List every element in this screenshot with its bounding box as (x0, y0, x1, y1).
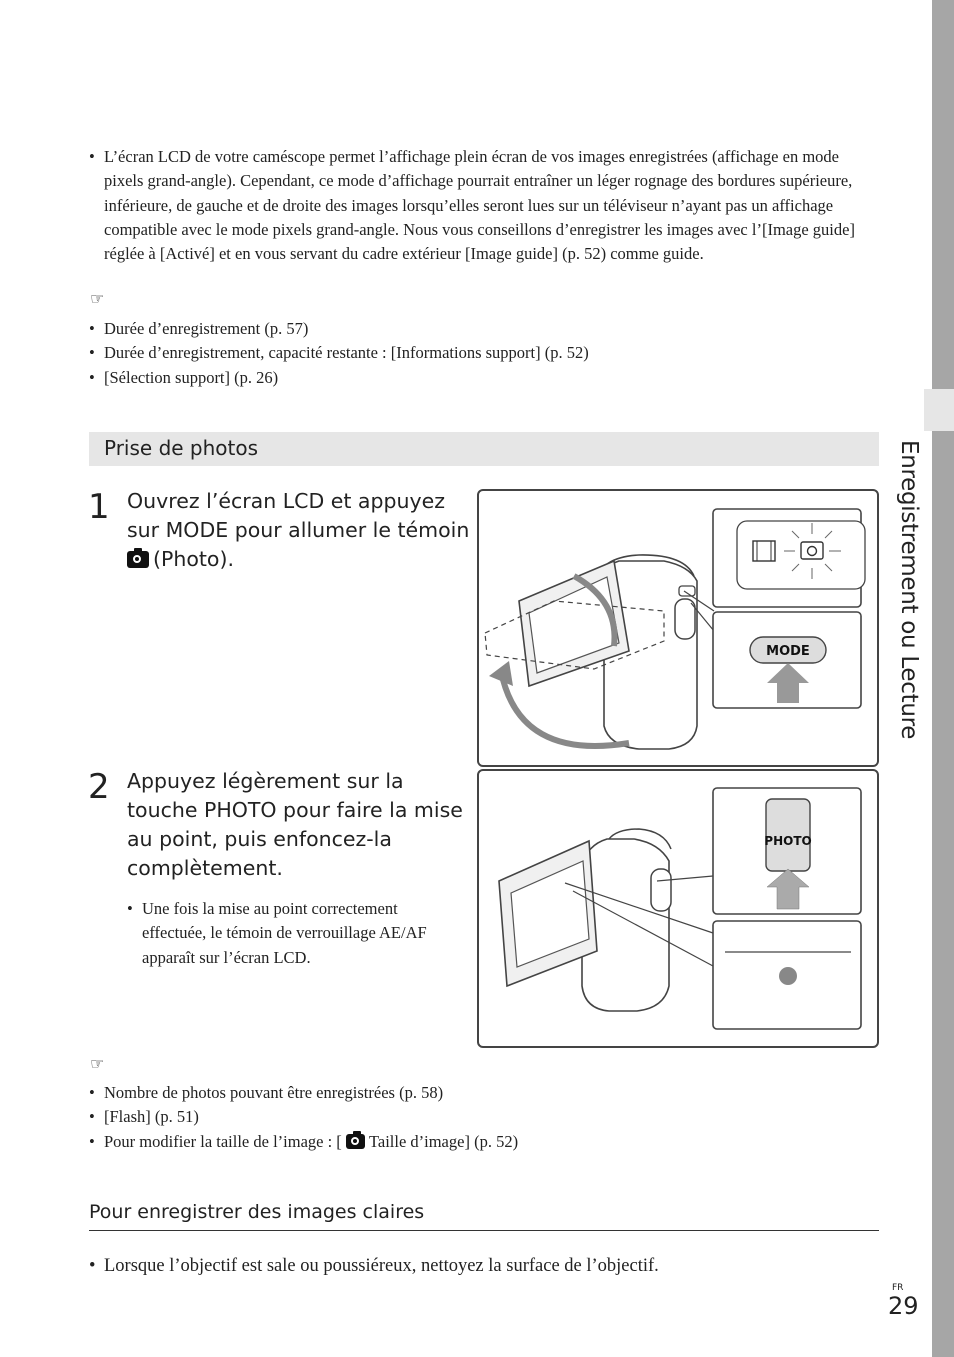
camcorder-mode-illustration (479, 491, 877, 765)
figure-photo-button (477, 769, 879, 1048)
ref-list-2 (89, 1081, 879, 1154)
ref-item: • Pour modifier la taille de l’image : [ Taille d’image] (p. 52) (89, 1130, 879, 1154)
ref-item: • [Flash] (p. 51) (89, 1105, 879, 1129)
final-bullet: • Lorsque l’objectif est sale ou poussiéreux, nettoyez la surface de l’objectif. (89, 1253, 879, 1279)
step-2-notes (127, 897, 462, 970)
side-label: Enregistrement ou Lecture (896, 440, 922, 740)
step-2-number: 2 (88, 767, 110, 807)
step-1-number: 1 (88, 487, 110, 527)
photo-button-label: PHOTO (764, 834, 812, 848)
camcorder-photo-illustration (479, 771, 877, 1046)
ref-list-1 (89, 317, 879, 390)
ref-item: • [Sélection support] (p. 26) (89, 366, 879, 390)
figure-mode-button (477, 489, 879, 767)
side-tab (924, 389, 954, 431)
sub-heading: Pour enregistrer des images claires (89, 1201, 879, 1231)
side-bar (932, 0, 954, 1357)
step-2-text: Appuyez légèrement sur la touche PHOTO pour faire la mise au point, puis enfoncez-la complètement. (127, 769, 463, 880)
step-2-bullet: • Une fois la mise au point correctement effectuée, le témoin de verrouillage AE/AF apparaît sur l’écran LCD. (127, 897, 462, 970)
section-title: Prise de photos (104, 436, 259, 460)
ref-item: • Durée d’enregistrement, capacité restante : [Informations support] (p. 52) (89, 341, 879, 365)
reference-hand-icon: ☞ (90, 1054, 105, 1073)
step-1-text: Ouvrez l’écran LCD et appuyez sur MODE pour allumer le témoin (Photo). (127, 489, 470, 571)
intro-list (89, 145, 879, 266)
camera-icon (346, 1134, 365, 1149)
final-list (89, 1253, 879, 1279)
mode-button-label: MODE (766, 644, 810, 659)
section-header (89, 432, 879, 466)
ref-item: • Nombre de photos pouvant être enregistrées (p. 58) (89, 1081, 879, 1105)
ref-item: • Durée d’enregistrement (p. 57) (89, 317, 879, 341)
reference-hand-icon: ☞ (90, 289, 105, 308)
page-language: FR (892, 1283, 904, 1293)
camera-icon (127, 551, 149, 568)
page-number: 29 (888, 1292, 919, 1320)
intro-bullet: • L’écran LCD de votre caméscope permet l’affichage plein écran de vos images enregistrées (affichage en mode pixels grand-angle). Cependant, ce mode d’affichage pourrait entraîner un léger rognage des bordures supérieure, inférieure, de gauche et de droite des images lorsqu’elles seront lues sur un téléviseur n’ayant pas un affichage compatible avec le mode pixels grand-angle. Nous vous conseillons d’enregistrer les images avec l’[Image guide] réglée à [Activé] et en vous servant du cadre extérieur [Image guide] (p. 52) comme guide. (89, 145, 879, 266)
